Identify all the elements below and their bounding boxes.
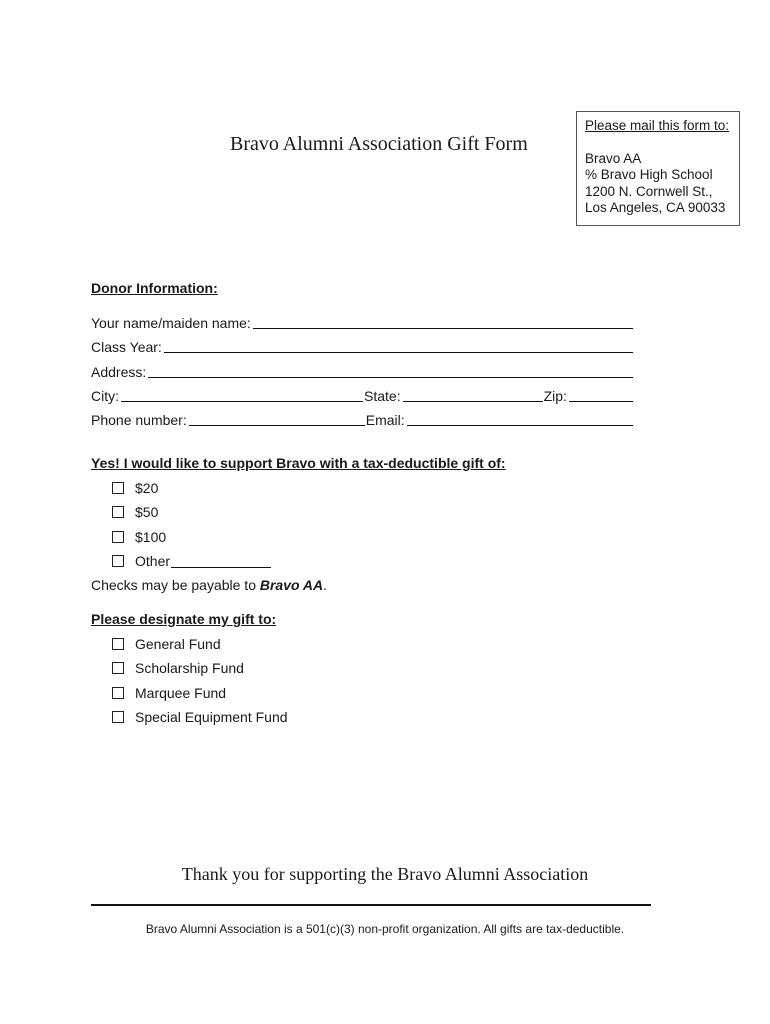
designate-option-scholarship-fund[interactable]	[112, 659, 244, 677]
checkbox-icon[interactable]	[112, 482, 124, 494]
mailing-address-line: Los Angeles, CA 90033	[585, 200, 726, 215]
gift-option-50[interactable]	[112, 503, 158, 521]
state-field[interactable]	[403, 387, 543, 402]
mailing-address-line: Bravo AA	[585, 150, 642, 166]
form-title: Bravo Alumni Association Gift Form	[230, 133, 528, 155]
designate-option-label: Scholarship Fund	[135, 660, 244, 676]
designate-option-general-fund[interactable]	[112, 635, 221, 653]
class-year-row	[91, 337, 634, 355]
footer-note: Bravo Alumni Association is a 501(c)(3) non-profit organization. All gifts are tax-deductible.	[145, 922, 625, 936]
email-label: Email:	[365, 412, 405, 428]
footer-divider	[91, 904, 651, 906]
checks-prefix: Checks may be payable to	[91, 577, 260, 593]
designate-option-label: Special Equipment Fund	[135, 709, 288, 725]
mailing-address-line: 1200 N. Cornwell St.,	[585, 183, 713, 199]
class-year-field[interactable]	[164, 338, 633, 353]
gift-option-label: $20	[135, 480, 159, 496]
class-year-label: Class Year:	[91, 339, 162, 355]
gift-option-100[interactable]	[112, 528, 166, 546]
other-amount-field[interactable]	[171, 555, 271, 568]
checkbox-icon[interactable]	[112, 638, 124, 650]
designate-option-label: General Fund	[135, 636, 221, 652]
name-row	[91, 313, 634, 331]
gift-option-other[interactable]	[112, 552, 271, 570]
designate-option-special-equipment-fund[interactable]	[112, 708, 288, 726]
checkbox-icon[interactable]	[112, 662, 124, 674]
mailing-address-box	[576, 111, 740, 226]
name-field[interactable]	[253, 314, 633, 329]
checkbox-icon[interactable]	[112, 531, 124, 543]
city-label: City:	[91, 388, 119, 404]
donor-information-heading: Donor Information:	[91, 280, 218, 296]
checks-payable-note	[91, 577, 327, 593]
gift-option-label: Other	[135, 553, 171, 569]
gift-amount-heading: Yes! I would like to support Bravo with a tax-deductible gift of:	[91, 455, 506, 471]
gift-option-20[interactable]	[112, 479, 158, 497]
phone-field[interactable]	[189, 411, 365, 426]
address-field[interactable]	[148, 363, 633, 378]
designate-option-marquee-fund[interactable]	[112, 684, 226, 702]
address-label: Address:	[91, 364, 147, 380]
email-field[interactable]	[407, 411, 633, 426]
checks-suffix: .	[323, 577, 328, 593]
state-label: State:	[364, 388, 401, 404]
checkbox-icon[interactable]	[112, 506, 124, 518]
zip-label: Zip:	[543, 388, 567, 404]
gift-option-label: $100	[135, 529, 167, 545]
phone-email-row	[91, 410, 634, 428]
mailing-address-header: Please mail this form to:	[585, 118, 730, 133]
designate-gift-heading: Please designate my gift to:	[91, 611, 277, 627]
checkbox-icon[interactable]	[112, 555, 124, 567]
city-field[interactable]	[121, 387, 363, 402]
city-state-zip-row	[91, 386, 634, 404]
zip-field[interactable]	[569, 387, 633, 402]
checks-payee: Bravo AA	[259, 577, 324, 593]
gift-option-label: $50	[135, 504, 159, 520]
phone-label: Phone number:	[91, 412, 187, 428]
checkbox-icon[interactable]	[112, 687, 124, 699]
name-label: Your name/maiden name:	[91, 315, 251, 331]
thank-you-message: Thank you for supporting the Bravo Alumni Association	[181, 864, 589, 884]
checkbox-icon[interactable]	[112, 711, 124, 723]
mailing-address-line: % Bravo High School	[585, 167, 713, 182]
address-row	[91, 362, 634, 380]
designate-option-label: Marquee Fund	[135, 685, 227, 701]
